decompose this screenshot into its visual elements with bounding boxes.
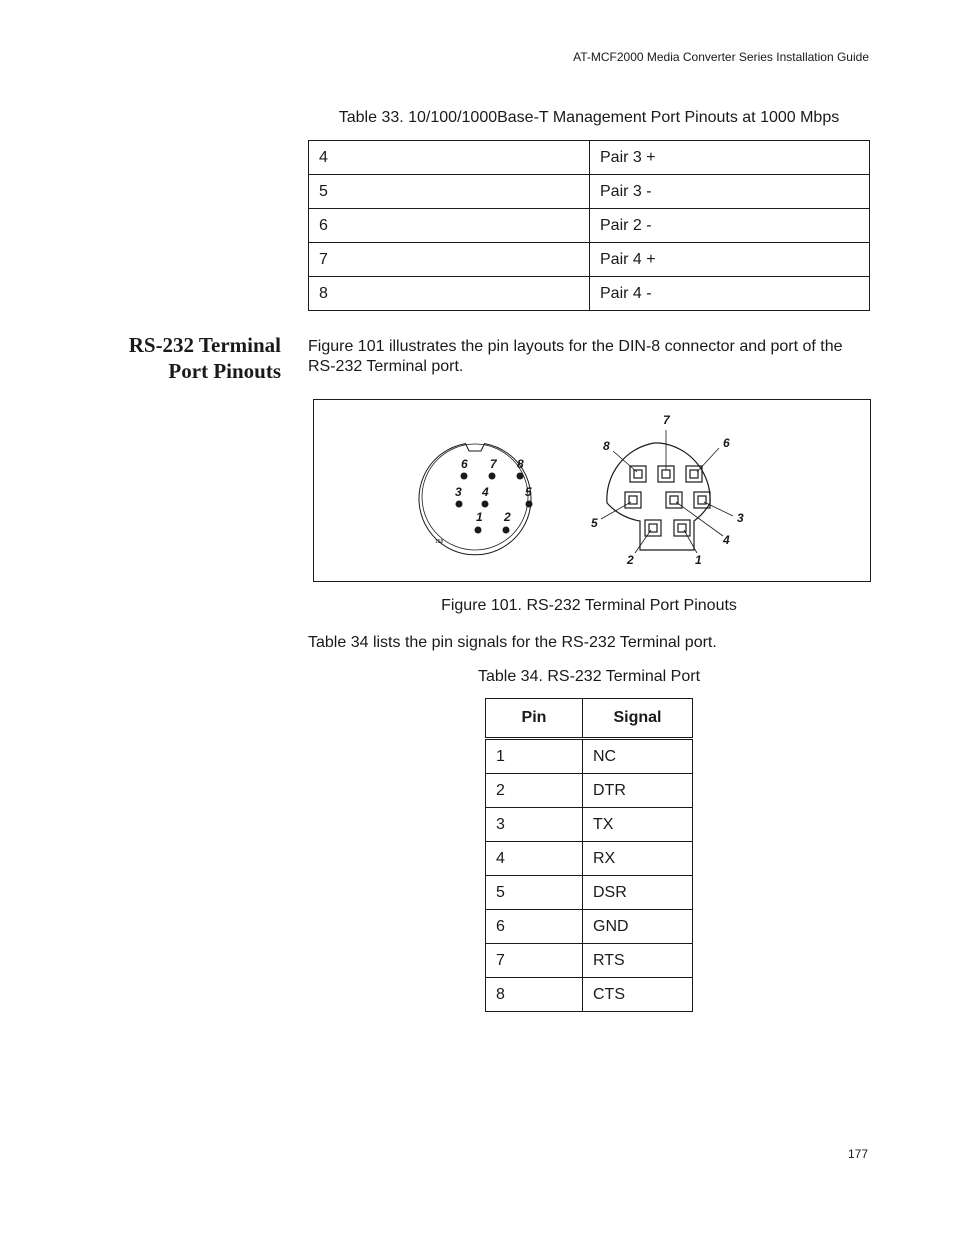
table-cell-pin: 2: [486, 774, 583, 808]
table-row: [309, 209, 870, 243]
column-header-signal: Signal: [583, 699, 693, 739]
connector-pin-label: 3: [455, 485, 462, 499]
connector-pin-4-dot: [482, 501, 489, 508]
din8-connector: [419, 444, 533, 555]
connector-pin-7-dot: [489, 473, 496, 480]
connector-pin-8-dot: [517, 473, 524, 480]
table-cell-pin: 8: [486, 978, 583, 1012]
page-number: 177: [847, 1147, 868, 1161]
connector-pin-5-dot: [526, 501, 533, 508]
port-pin-label: 4: [723, 533, 730, 547]
pinout-diagram: [314, 400, 870, 581]
table-cell-signal: Pair 4 -: [590, 277, 870, 311]
table-cell-signal: NC: [583, 739, 693, 774]
table-cell-pin: 6: [486, 910, 583, 944]
table-row: [486, 978, 693, 1012]
connector-pin-3-dot: [456, 501, 463, 508]
table-header-row: [486, 699, 693, 739]
table-cell-signal: CTS: [583, 978, 693, 1012]
figure-caption: Figure 101. RS-232 Terminal Port Pinouts: [441, 597, 737, 614]
table34: [485, 698, 693, 1012]
table34-intro: Table 34 lists the pin signals for the RS-232 Terminal port.: [308, 634, 717, 651]
port-pin-6-inner: [690, 470, 698, 478]
table-row: [309, 141, 870, 175]
table-cell-pin: 7: [309, 243, 590, 277]
port-pin-5-socket: [625, 492, 641, 508]
table-row: [486, 739, 693, 774]
connector-pin-label: 2: [504, 510, 511, 524]
section-heading-line2: Port Pinouts: [168, 359, 281, 383]
connector-pin-1-dot: [475, 527, 482, 534]
table-cell-signal: GND: [583, 910, 693, 944]
port-pin-label: 2: [627, 553, 634, 567]
section-heading-line1: RS-232 Terminal: [128, 333, 281, 357]
table-cell-pin: 8: [309, 277, 590, 311]
port-pin-label: 1: [695, 553, 702, 567]
table-cell-signal: TX: [583, 808, 693, 842]
port-pin-6-socket: [686, 466, 702, 482]
table-cell-pin: 4: [309, 141, 590, 175]
port-pin-1-socket: [674, 520, 690, 536]
table-row: [486, 876, 693, 910]
table-cell-signal: RTS: [583, 944, 693, 978]
intro-paragraph: Figure 101 illustrates the pin layouts for the DIN-8 connector and port of the RS-232 Terminal port.: [308, 338, 843, 375]
din8-port: [591, 413, 744, 567]
table-cell-pin: 5: [486, 876, 583, 910]
table-row: [486, 808, 693, 842]
connector-pin-label: 7: [490, 457, 497, 471]
table-cell-pin: 5: [309, 175, 590, 209]
connector-pin-6-dot: [461, 473, 468, 480]
table-cell-signal: Pair 3 +: [590, 141, 870, 175]
port-pin-7-inner: [662, 470, 670, 478]
connector-inner-ring: [422, 444, 528, 550]
table-row: [486, 944, 693, 978]
connector-pin-label: 1: [476, 510, 483, 524]
table-row: [309, 175, 870, 209]
connector-pin-label: 5: [525, 485, 532, 499]
table-row: [309, 277, 870, 311]
port-pin-2-socket: [645, 520, 661, 536]
table33-caption: Table 33. 10/100/1000Base-T Management Port Pinouts at 1000 Mbps: [338, 109, 840, 126]
table-cell-signal: DSR: [583, 876, 693, 910]
port-pin-4-socket: [666, 492, 682, 508]
table-cell-signal: DTR: [583, 774, 693, 808]
table-row: [486, 842, 693, 876]
table-cell-signal: RX: [583, 842, 693, 876]
table-cell-signal: Pair 4 +: [590, 243, 870, 277]
figure-101: [313, 399, 871, 582]
column-header-pin: Pin: [486, 699, 583, 739]
table-row: [486, 910, 693, 944]
table33: [308, 140, 870, 311]
section-heading: [100, 332, 281, 384]
port-pin-label: 3: [737, 511, 744, 525]
port-pin-label: 8: [603, 439, 610, 453]
table-cell-pin: 3: [486, 808, 583, 842]
port-pin-label: 6: [723, 436, 730, 450]
table-cell-pin: 6: [309, 209, 590, 243]
table34-caption: Table 34. RS-232 Terminal Port: [477, 668, 701, 685]
table-cell-pin: 4: [486, 842, 583, 876]
connector-pin-label: 8: [517, 457, 524, 471]
port-pin-label: 7: [663, 413, 670, 427]
port-pin-label: 5: [591, 516, 598, 530]
table-row: [486, 774, 693, 808]
port-pin-8-inner: [634, 470, 642, 478]
leader-line-6: [697, 448, 719, 472]
connector-pin-label: 4: [482, 485, 489, 499]
leader-line-4: [676, 502, 723, 536]
leader-line-8: [613, 451, 637, 472]
table-row: [309, 243, 870, 277]
table-cell-signal: Pair 2 -: [590, 209, 870, 243]
table-cell-pin: 1: [486, 739, 583, 774]
connector-pin-label: 6: [461, 457, 468, 471]
connector-pin-2-dot: [503, 527, 510, 534]
running-header: AT-MCF2000 Media Converter Series Installation Guide: [573, 50, 869, 64]
leader-line-3: [704, 502, 733, 516]
table-cell-signal: Pair 3 -: [590, 175, 870, 209]
figure-id-mark: 158: [435, 539, 444, 545]
table-cell-pin: 7: [486, 944, 583, 978]
port-pin-3-socket: [694, 492, 710, 508]
